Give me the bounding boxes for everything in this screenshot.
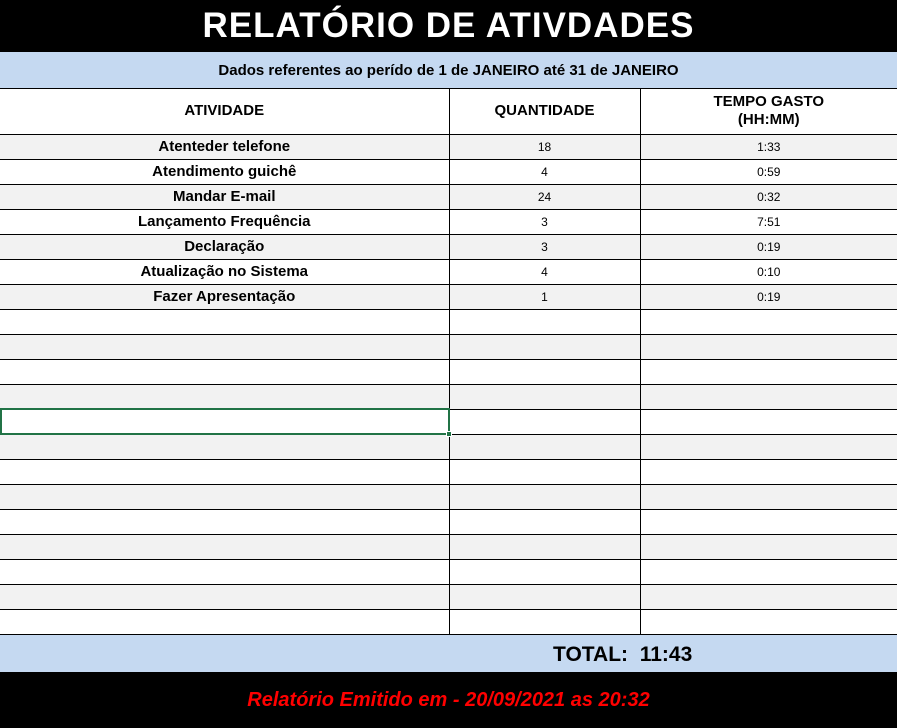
activity-cell[interactable]: Lançamento Frequência (0, 209, 449, 234)
report-title: RELATÓRIO DE ATIVDADES (202, 6, 695, 45)
table-row (0, 184, 897, 209)
activity-cell[interactable]: Atenteder telefone (0, 134, 449, 159)
table-row-empty (0, 434, 897, 459)
activity-cell[interactable] (0, 384, 449, 409)
activity-cell[interactable] (0, 559, 449, 584)
table-row-empty (0, 484, 897, 509)
table-row-empty (0, 559, 897, 584)
table-header-row (0, 89, 897, 134)
time-cell[interactable] (640, 384, 897, 409)
total-bar (0, 634, 897, 672)
time-cell[interactable]: 0:59 (640, 159, 897, 184)
table-row-empty (0, 309, 897, 334)
activity-cell[interactable] (0, 534, 449, 559)
table-row (0, 209, 897, 234)
time-cell[interactable] (640, 309, 897, 334)
activity-cell[interactable] (0, 434, 449, 459)
activity-cell[interactable] (0, 609, 449, 634)
quantity-cell[interactable]: 3 (449, 234, 640, 259)
time-cell[interactable]: 0:19 (640, 284, 897, 309)
table-body (0, 134, 897, 634)
time-cell[interactable] (640, 434, 897, 459)
quantity-cell[interactable] (449, 509, 640, 534)
activity-cell[interactable] (0, 359, 449, 384)
table-row-empty (0, 384, 897, 409)
activity-cell[interactable] (0, 484, 449, 509)
time-cell[interactable] (640, 359, 897, 384)
table-row-empty (0, 409, 897, 434)
activity-cell[interactable]: Atualização no Sistema (0, 259, 449, 284)
activities-table (0, 89, 897, 635)
activity-cell[interactable] (0, 509, 449, 534)
header-quantity[interactable]: QUANTIDADE (449, 89, 640, 134)
activity-cell[interactable] (0, 584, 449, 609)
time-cell[interactable] (640, 609, 897, 634)
footer-bar (0, 672, 897, 728)
quantity-cell[interactable] (449, 484, 640, 509)
time-cell[interactable] (640, 484, 897, 509)
quantity-cell[interactable] (449, 584, 640, 609)
emission-note: Relatório Emitido em - 20/09/2021 as 20:32 (247, 688, 650, 711)
activity-cell[interactable]: Mandar E-mail (0, 184, 449, 209)
table-row-empty (0, 584, 897, 609)
table-row (0, 259, 897, 284)
quantity-cell[interactable] (449, 384, 640, 409)
quantity-cell[interactable] (449, 409, 640, 434)
time-cell[interactable] (640, 584, 897, 609)
report-title-bar (0, 0, 897, 52)
quantity-cell[interactable] (449, 459, 640, 484)
time-cell[interactable] (640, 459, 897, 484)
time-cell[interactable] (640, 509, 897, 534)
activity-cell[interactable] (0, 459, 449, 484)
activity-cell[interactable]: Declaração (0, 234, 449, 259)
quantity-cell[interactable]: 24 (449, 184, 640, 209)
table-row (0, 134, 897, 159)
activity-cell[interactable] (0, 309, 449, 334)
header-time-line2: (HH:MM) (737, 111, 800, 129)
time-cell[interactable]: 0:32 (640, 184, 897, 209)
table-row-empty (0, 359, 897, 384)
table-row-empty (0, 459, 897, 484)
time-cell[interactable]: 0:19 (640, 234, 897, 259)
time-cell[interactable]: 1:33 (640, 134, 897, 159)
quantity-cell[interactable]: 1 (449, 284, 640, 309)
table-row-empty (0, 534, 897, 559)
time-cell[interactable] (640, 534, 897, 559)
activities-table-area (0, 89, 897, 634)
quantity-cell[interactable] (449, 359, 640, 384)
quantity-cell[interactable]: 3 (449, 209, 640, 234)
quantity-cell[interactable] (449, 434, 640, 459)
quantity-cell[interactable]: 4 (449, 159, 640, 184)
period-subtitle-bar (0, 52, 897, 89)
activity-cell[interactable]: Atendimento guichê (0, 159, 449, 184)
quantity-cell[interactable] (449, 534, 640, 559)
total-text (553, 643, 692, 667)
table-row-empty (0, 334, 897, 359)
header-time-line1: TEMPO GASTO (713, 93, 825, 111)
quantity-cell[interactable]: 18 (449, 134, 640, 159)
time-cell[interactable] (640, 409, 897, 434)
time-cell[interactable]: 0:10 (640, 259, 897, 284)
time-cell[interactable] (640, 334, 897, 359)
quantity-cell[interactable] (449, 559, 640, 584)
table-row-empty (0, 509, 897, 534)
activity-cell[interactable] (0, 409, 449, 434)
header-activity[interactable]: ATIVIDADE (0, 89, 449, 134)
table-row-empty (0, 609, 897, 634)
table-row (0, 159, 897, 184)
quantity-cell[interactable] (449, 309, 640, 334)
quantity-cell[interactable]: 4 (449, 259, 640, 284)
quantity-cell[interactable] (449, 609, 640, 634)
time-cell[interactable] (640, 559, 897, 584)
time-cell[interactable]: 7:51 (640, 209, 897, 234)
total-label: TOTAL: (553, 643, 629, 666)
period-subtitle: Dados referentes ao perído de 1 de JANEIRO até 31 de JANEIRO (218, 61, 679, 79)
activity-cell[interactable]: Fazer Apresentação (0, 284, 449, 309)
total-value: 11:43 (639, 643, 693, 666)
table-row (0, 284, 897, 309)
quantity-cell[interactable] (449, 334, 640, 359)
activity-cell[interactable] (0, 334, 449, 359)
table-row (0, 234, 897, 259)
header-time-spent[interactable] (640, 89, 897, 134)
